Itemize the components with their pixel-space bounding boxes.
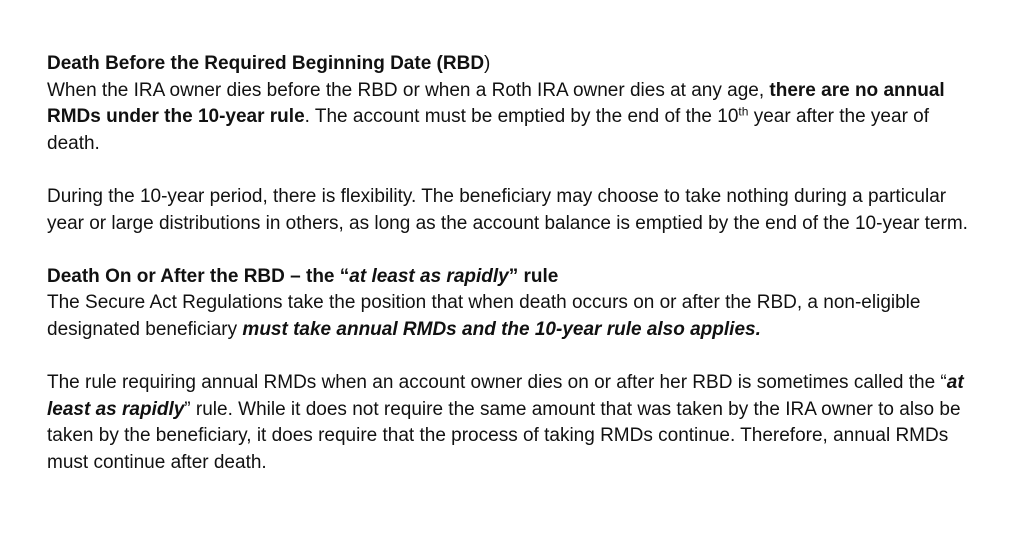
text-run: ” rule. While it does not require the same amount that was taken by the IRA owner to also be taken by the beneficiary, it does require that the process of taking RMDs continue. Therefore, annual RMDs must continue after death. xyxy=(47,398,961,473)
paragraph-no-annual-rmds xyxy=(47,78,977,158)
heading-italic-phrase: at least as rapidly xyxy=(349,265,509,287)
heading-text: ” rule xyxy=(508,265,559,287)
text-run: . The account must be emptied by the end of the 10 xyxy=(304,106,739,128)
paragraph-secure-act-regulations xyxy=(47,290,977,343)
bold-italic-emphasis: must take annual RMDs and the 10-year rule also applies. xyxy=(242,318,761,340)
paragraph-at-least-as-rapidly xyxy=(47,370,977,476)
paragraph-spacer xyxy=(47,344,977,371)
bold-italic-emphasis: at least as rapidly xyxy=(47,372,964,420)
text-run: The rule requiring annual RMDs when an account owner dies on or after her RBD is sometimes called the “ xyxy=(47,372,947,394)
section-heading-death-on-or-after-rbd xyxy=(47,264,977,291)
text-run: The Secure Act Regulations take the position that when death occurs on or after the RBD, a non-eligible designated beneficiary xyxy=(47,292,921,340)
document-body xyxy=(47,51,977,477)
paragraph-flexibility: During the 10-year period, there is flexibility. The beneficiary may choose to take nothing during a particular year or large distributions in others, as long as the account balance is emptied by the end of the 10-year term. xyxy=(47,185,968,234)
paragraph-spacer xyxy=(47,157,977,184)
section-heading-death-before-rbd xyxy=(47,51,977,78)
heading-close-paren: ) xyxy=(484,53,491,74)
heading-text: Death On or After the RBD – the “ xyxy=(47,265,350,287)
bold-emphasis: there are no annual RMDs under the 10-year rule xyxy=(47,79,945,128)
paragraph-spacer xyxy=(47,237,977,264)
text-run: When the IRA owner dies before the RBD or when a Roth IRA owner dies at any age, xyxy=(47,79,770,101)
text-run: year after the year of death. xyxy=(47,106,930,154)
heading-text: Death Before the Required Beginning Date (RBD xyxy=(47,53,485,74)
superscript-ordinal: th xyxy=(738,104,749,119)
